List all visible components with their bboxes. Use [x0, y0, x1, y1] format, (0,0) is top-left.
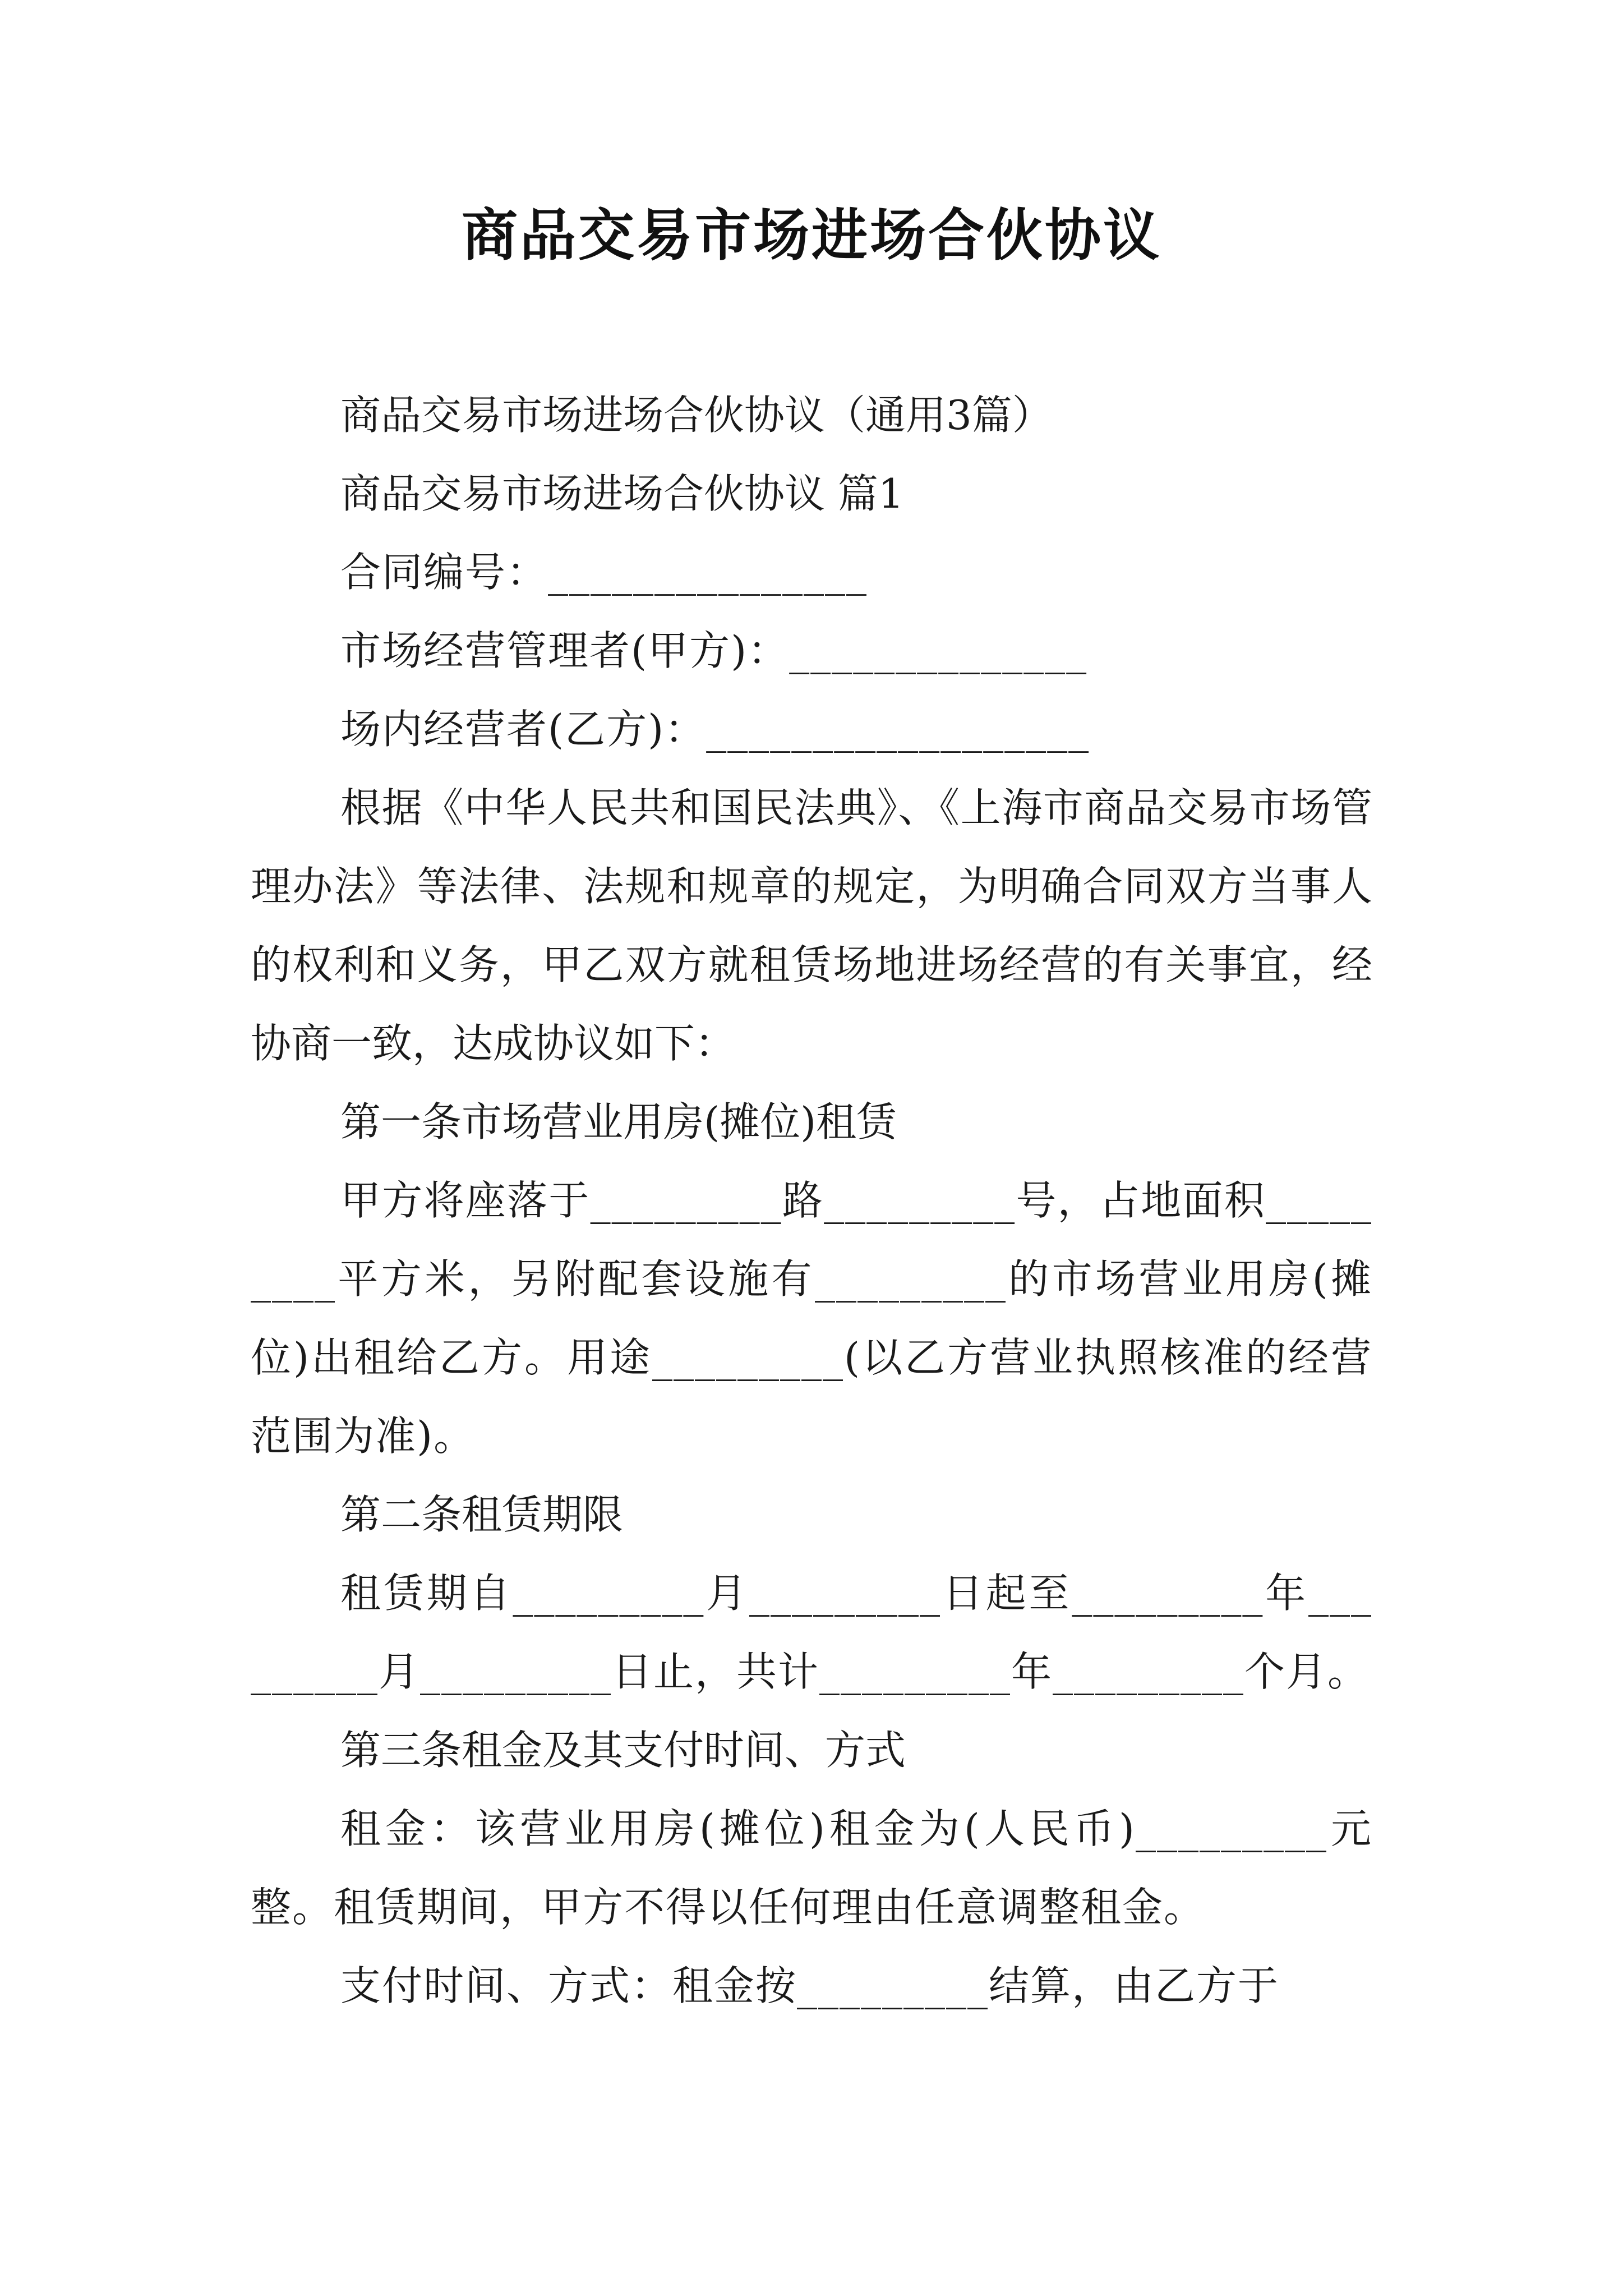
document-body [251, 376, 1372, 2025]
paragraph-article-3-rent: 租金：该营业用房(摊位)租金为(人民币)_________元整。租赁期间，甲方不得以任何理由任意调整租金。 [251, 1805, 1372, 1931]
paragraph-preamble: 根据《中华人民共和国民法典》、《上海市商品交易市场管理办法》等法律、法规和规章的规定，为明确合同双方当事人的权利和义务，甲乙双方就租赁场地进场经营的有关事宜，经协商一致，达成协议如下： [251, 784, 1372, 1067]
paragraph-article-2-body: 租赁期自_________月_________日起至_________年_________月_________日止，共计_________年_________个月。 [251, 1570, 1372, 1695]
paragraph-contract-number: 合同编号：_______________ [340, 549, 868, 596]
document-title: 商品交易市场进场合伙协议 [462, 203, 1161, 268]
paragraph-article-2-title: 第二条租赁期限 [340, 1491, 624, 1538]
paragraph-article-1-title: 第一条市场营业用房(摊位)租赁 [340, 1098, 897, 1145]
paragraph-article-3-payment: 支付时间、方式：租金按_________结算，由乙方于 [340, 1962, 1280, 2009]
paragraph-subtitle: 商品交易市场进场合伙协议（通用3篇） [340, 392, 1053, 439]
paragraph-party-a: 市场经营管理者(甲方)：______________ [340, 627, 1088, 674]
paragraph-party-b: 场内经营者(乙方)：__________________ [340, 706, 1090, 753]
paragraph-article-3-title: 第三条租金及其支付时间、方式 [340, 1727, 906, 1774]
paragraph-section-heading: 商品交易市场进场合伙协议 篇1 [340, 470, 904, 517]
paragraph-article-1-body: 甲方将座落于_________路_________号，占地面积_________平方米，另附配套设施有_________的市场营业用房(摊位)出租给乙方。用途_________(以乙方营业执照核准的经营范围为准)。 [251, 1177, 1372, 1460]
